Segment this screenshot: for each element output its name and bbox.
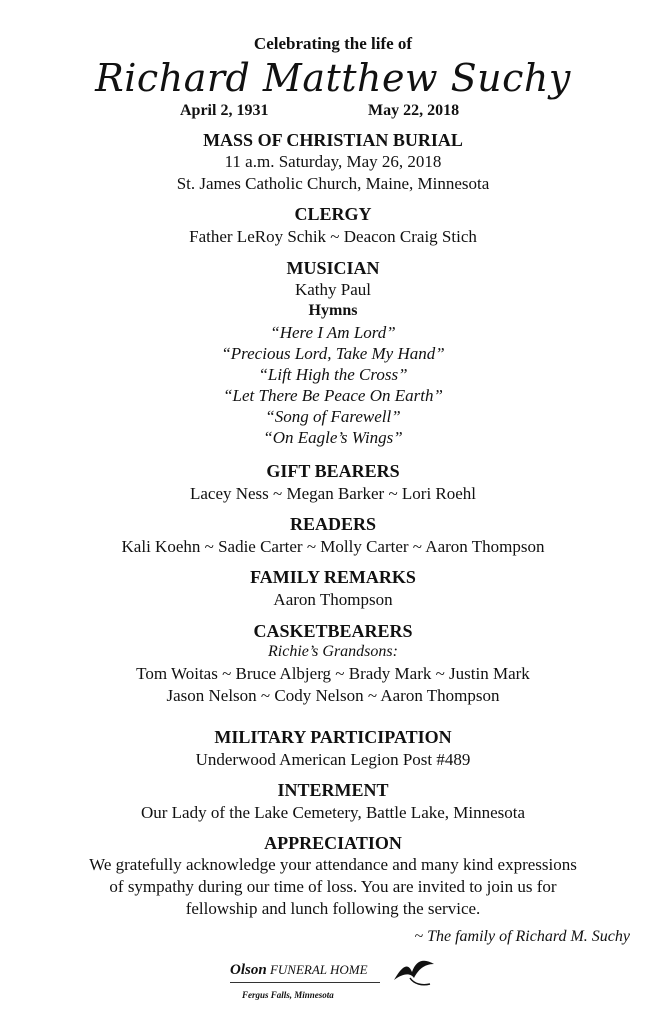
military-name: Underwood American Legion Post #489: [195, 750, 471, 769]
appreciation-line: We gratefully acknowledge your attendance and many kind expressions: [89, 855, 577, 874]
musician-name: Kathy Paul: [294, 280, 372, 299]
funeral-home-logo: [230, 962, 460, 1012]
family-remarks-heading: FAMILY REMARKS: [250, 567, 416, 587]
casketbearers-subheading: Richie’s Grandsons:: [268, 643, 398, 660]
military-heading: MILITARY PARTICIPATION: [214, 727, 452, 747]
death-date: May 22, 2018: [368, 102, 460, 119]
readers-names: Kali Koehn ~ Sadie Carter ~ Molly Carter ~ Aaron Thompson: [121, 537, 545, 556]
mass-time: 11 a.m. Saturday, May 26, 2018: [224, 152, 442, 171]
logo-divider: [230, 982, 380, 983]
readers-heading: READERS: [289, 514, 377, 534]
mass-place: St. James Catholic Church, Maine, Minnesota: [176, 174, 490, 193]
family-remarks-name: Aaron Thompson: [273, 590, 393, 609]
clergy-heading: CLERGY: [294, 204, 372, 224]
logo-brand: Olson: [230, 962, 267, 978]
hymn-item: “Let There Be Peace On Earth”: [223, 386, 443, 405]
hymn-item: “On Eagle’s Wings”: [263, 428, 403, 447]
musician-heading: MUSICIAN: [286, 258, 380, 278]
appreciation-line: of sympathy during our time of loss. You are invited to join us for: [109, 877, 557, 896]
hymn-item: “Song of Farewell”: [265, 407, 401, 426]
interment-place: Our Lady of the Lake Cemetery, Battle Lake, Minnesota: [140, 803, 526, 822]
gift-bearers-names: Lacey Ness ~ Megan Barker ~ Lori Roehl: [189, 484, 477, 503]
birth-date: April 2, 1931: [180, 102, 269, 119]
hymn-item: “Lift High the Cross”: [258, 365, 408, 384]
logo-wordmark: [230, 962, 368, 979]
casketbearers-heading: CASKETBEARERS: [253, 621, 413, 641]
logo-suffix: FUNERAL HOME: [269, 962, 368, 977]
interment-heading: INTERMENT: [277, 780, 389, 800]
deceased-name: Richard Matthew Suchy: [95, 56, 571, 100]
logo-city: Fergus Falls, Minnesota: [242, 990, 334, 1000]
hymn-item: “Here I Am Lord”: [270, 323, 396, 342]
appreciation-heading: APPRECIATION: [264, 833, 402, 853]
bird-icon: [392, 956, 436, 990]
mass-heading: MASS OF CHRISTIAN BURIAL: [203, 130, 463, 150]
celebrating-line: Celebrating the life of: [253, 34, 413, 53]
appreciation-line: fellowship and lunch following the service.: [185, 899, 481, 918]
hymns-heading: Hymns: [308, 302, 358, 319]
hymn-item: “Precious Lord, Take My Hand”: [221, 344, 445, 363]
gift-bearers-heading: GIFT BEARERS: [266, 461, 400, 481]
family-signature: ~ The family of Richard M. Suchy: [414, 928, 630, 945]
casketbearers-line: Jason Nelson ~ Cody Nelson ~ Aaron Thompson: [166, 686, 500, 705]
casketbearers-line: Tom Woitas ~ Bruce Albjerg ~ Brady Mark ~ Justin Mark: [136, 664, 530, 683]
clergy-names: Father LeRoy Schik ~ Deacon Craig Stich: [189, 227, 477, 246]
